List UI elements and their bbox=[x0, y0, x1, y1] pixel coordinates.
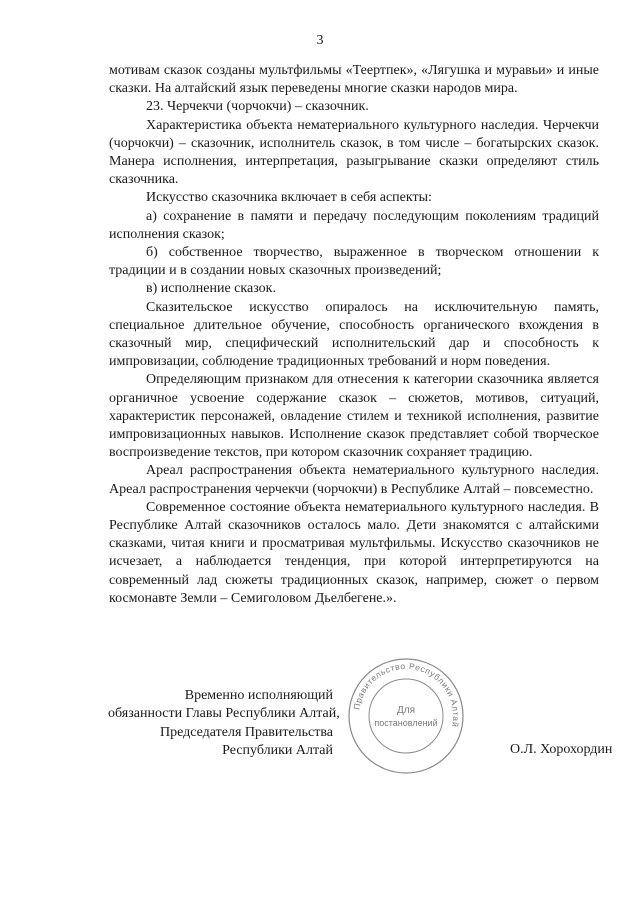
page-number: 3 bbox=[316, 33, 324, 48]
signer-title-line: Председателя Правительства bbox=[159, 724, 333, 740]
paragraph: мотивам сказок созданы мультфильмы «Теертпек», «Лягушка и муравьи» и иные сказки. На алтайский язык переведены многие сказки народов мира. bbox=[109, 63, 599, 97]
signer-name: О.Л. Хорохордин bbox=[510, 742, 613, 757]
stamp-center-text-2: постановлений bbox=[374, 718, 438, 728]
paragraph: Сказительское искусство опиралось на исключительную память, специальное длительное обучение, способность органического вхождения в сказочный мир, специфический исполнительский дар и способность к импровизации, соблюдение традиционных требований и норм поведения. bbox=[109, 299, 599, 370]
document-body bbox=[109, 62, 599, 608]
paragraph: Характеристика объекта нематериального культурного наследия. Черчекчи (чорчокчи) – сказочник, исполнитель сказок, в том числе – богатырских сказок. Манера исполнения, интерпретация, разыгрывание сказки определяют стиль сказочника. bbox=[109, 117, 599, 188]
paragraph: Определяющим признаком для отнесения к категории сказочника является органичное усвоение содержание сказок – сюжетов, мотивов, ситуаций, характеристик персонажей, овладение стилем и техникой исполнения, развитие импровизационных навыков. Исполнение сказок представляет собой творческое воспроизведение текстов, при котором сказочник сохраняет традицию. bbox=[109, 372, 599, 461]
paragraph: в) исполнение сказок. bbox=[146, 281, 276, 297]
official-stamp bbox=[345, 655, 467, 777]
stamp-inner-ring bbox=[369, 679, 443, 753]
signature-block bbox=[108, 687, 340, 761]
signer-title-line: Временно исполняющий bbox=[184, 688, 333, 703]
paragraph: б) собственное творчество, выраженное в творческом отношении к традиции и в создании новых сказочных произведений; bbox=[109, 245, 599, 279]
signer-title-line: обязанности Главы Республики Алтай, bbox=[108, 706, 340, 722]
stamp-outer-ring bbox=[349, 659, 463, 773]
paragraph: а) сохранение в памяти и передачу последующим поколениям традиций исполнения сказок; bbox=[109, 208, 599, 242]
paragraph: Искусство сказочника включает в себя аспекты: bbox=[146, 190, 432, 206]
paragraph: Ареал распространения объекта нематериального культурного наследия. Ареал распространения черчекчи (чорчокчи) в Республике Алтай – повсеместно. bbox=[109, 463, 599, 497]
stamp-ring-textpath: Правительство Республики Алтай bbox=[351, 660, 462, 729]
signer-title-line: Республики Алтай bbox=[222, 743, 333, 759]
stamp-center-text-1: Для bbox=[396, 705, 416, 716]
paragraph: 23. Черчекчи (чорчокчи) – сказочник. bbox=[146, 99, 369, 115]
paragraph: Современное состояние объекта нематериального культурного наследия. В Республике Алтай сказочников осталось мало. Дети знакомятся с алтайскими сказками, читая книги и просматривая мультфильмы. Искусство сказочников не исчезает, а наблюдается тенденция, при которой интерпретируются на современный лад сюжеты традиционных сказок, например, сюжет о первом космонавте Земли – Семиголовом Дьелбегене.». bbox=[109, 499, 599, 606]
